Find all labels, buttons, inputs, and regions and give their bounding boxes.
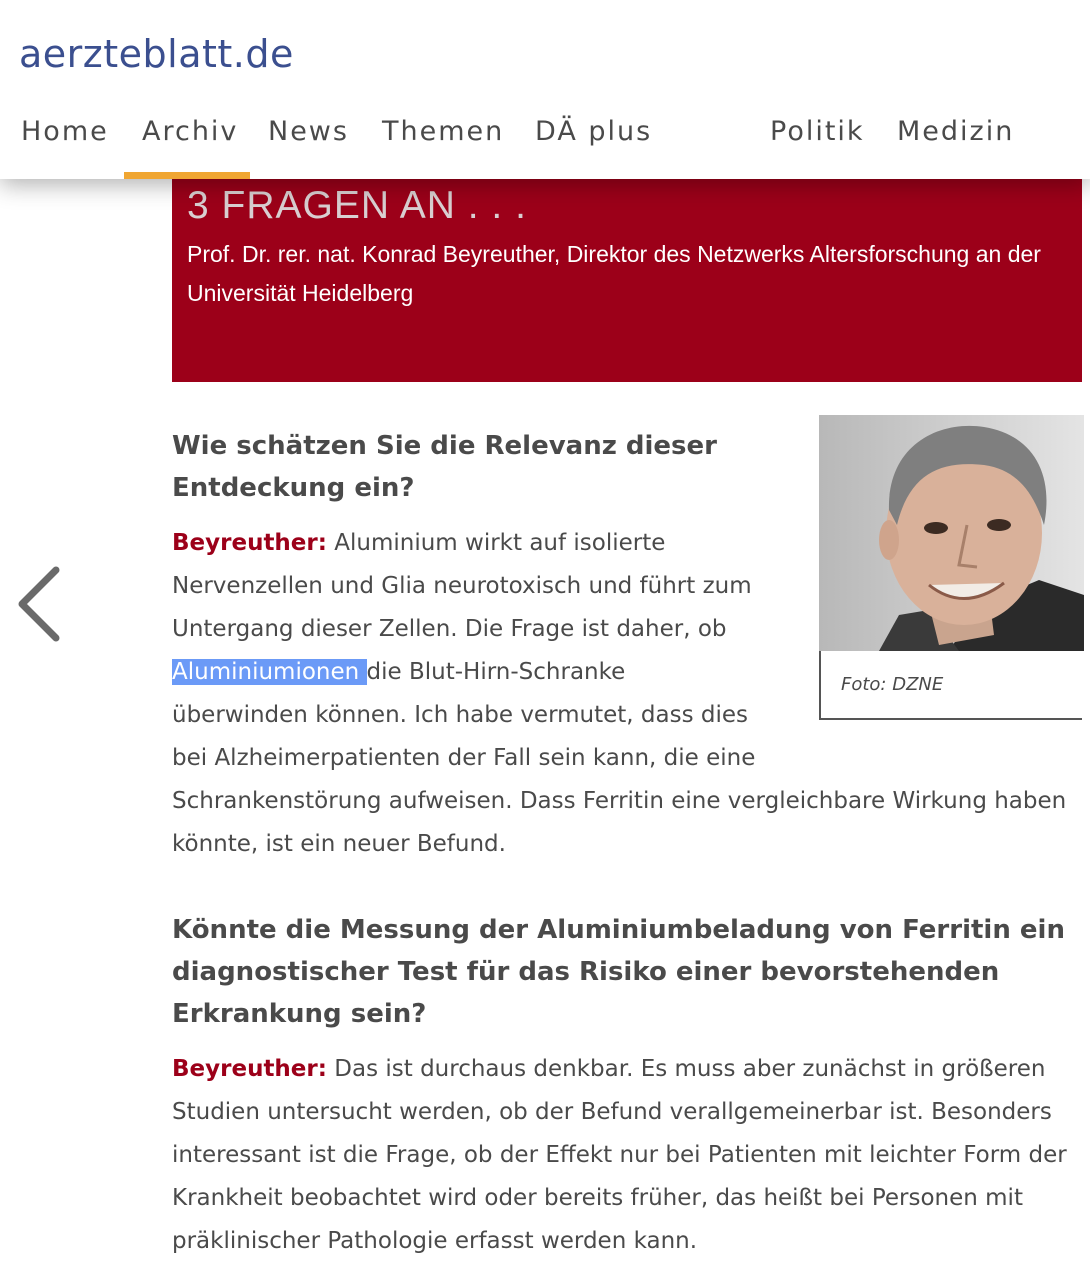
site-logo[interactable]: aerzteblatt.de [19, 32, 294, 76]
banner-title: 3 FRAGEN AN . . . [187, 184, 527, 227]
answer-text: Das ist durchaus denkbar. Es muss aber zunächst in größeren [326, 1056, 1046, 1082]
answer-text: Aluminium wirkt auf isolierte [326, 530, 666, 556]
question-2-line: Könnte die Messung der Aluminiumbeladung von Ferritin ein [172, 915, 1065, 945]
chevron-left-icon[interactable] [14, 566, 64, 642]
question-2-line: diagnostischer Test für das Risiko einer bevorstehenden [172, 957, 1000, 987]
answer-text: Nervenzellen und Glia neurotoxisch und führt zum [172, 573, 752, 599]
answer-text: Schrankenstörung aufweisen. Dass Ferritin eine vergleichbare Wirkung haben [172, 788, 1067, 814]
photo-caption: Foto: DZNE [841, 674, 944, 695]
answer-2 [172, 1048, 1067, 1263]
answer-1 [172, 522, 1066, 866]
answer-text: bei Alzheimerpatienten der Fall sein kann, die eine [172, 745, 756, 771]
question-1-line: Entdeckung ein? [172, 473, 415, 503]
question-2 [172, 909, 1065, 1035]
nav-item-news[interactable]: News [268, 116, 349, 147]
banner-subtitle: Prof. Dr. rer. nat. Konrad Beyreuther, Direktor des Netzwerks Altersforschung an der Universität Heidelberg [187, 241, 1041, 306]
nav-item-home[interactable]: Home [21, 116, 109, 147]
answer-text: Krankheit beobachtet wird oder bereits früher, das heißt bei Personen mit [172, 1185, 1023, 1211]
answer-text: überwinden können. Ich habe vermutet, dass dies [172, 702, 749, 728]
speaker-label: Beyreuther: [172, 530, 327, 556]
answer-text: Studien untersucht werden, ob der Befund verallgemeinerbar ist. Besonders [172, 1099, 1052, 1125]
answer-text: Untergang dieser Zellen. Die Frage ist daher, ob [172, 616, 727, 642]
answer-text: könnte, ist ein neuer Befund. [172, 831, 506, 857]
interview-banner [172, 179, 1082, 382]
selected-text[interactable]: Aluminiumionen [172, 659, 367, 685]
site-header [0, 0, 1090, 179]
question-1 [172, 425, 717, 509]
nav-item-themen[interactable]: Themen [382, 116, 505, 147]
nav-item-medizin[interactable]: Medizin [897, 116, 1015, 147]
speaker-label: Beyreuther: [172, 1056, 327, 1082]
question-2-line: Erkrankung sein? [172, 999, 427, 1029]
answer-text: interessant ist die Frage, ob der Effekt nur bei Patienten mit leichter Form der [172, 1142, 1067, 1168]
nav-item-archiv[interactable]: Archiv [142, 116, 239, 147]
answer-text: präklinischer Pathologie erfasst werden kann. [172, 1228, 698, 1254]
nav-item-dae-plus[interactable]: DÄ plus [535, 116, 653, 147]
nav-active-indicator [124, 172, 250, 179]
answer-text: die Blut-Hirn-Schranke [366, 659, 626, 685]
question-1-line: Wie schätzen Sie die Relevanz dieser [172, 431, 717, 461]
nav-item-politik[interactable]: Politik [770, 116, 865, 147]
